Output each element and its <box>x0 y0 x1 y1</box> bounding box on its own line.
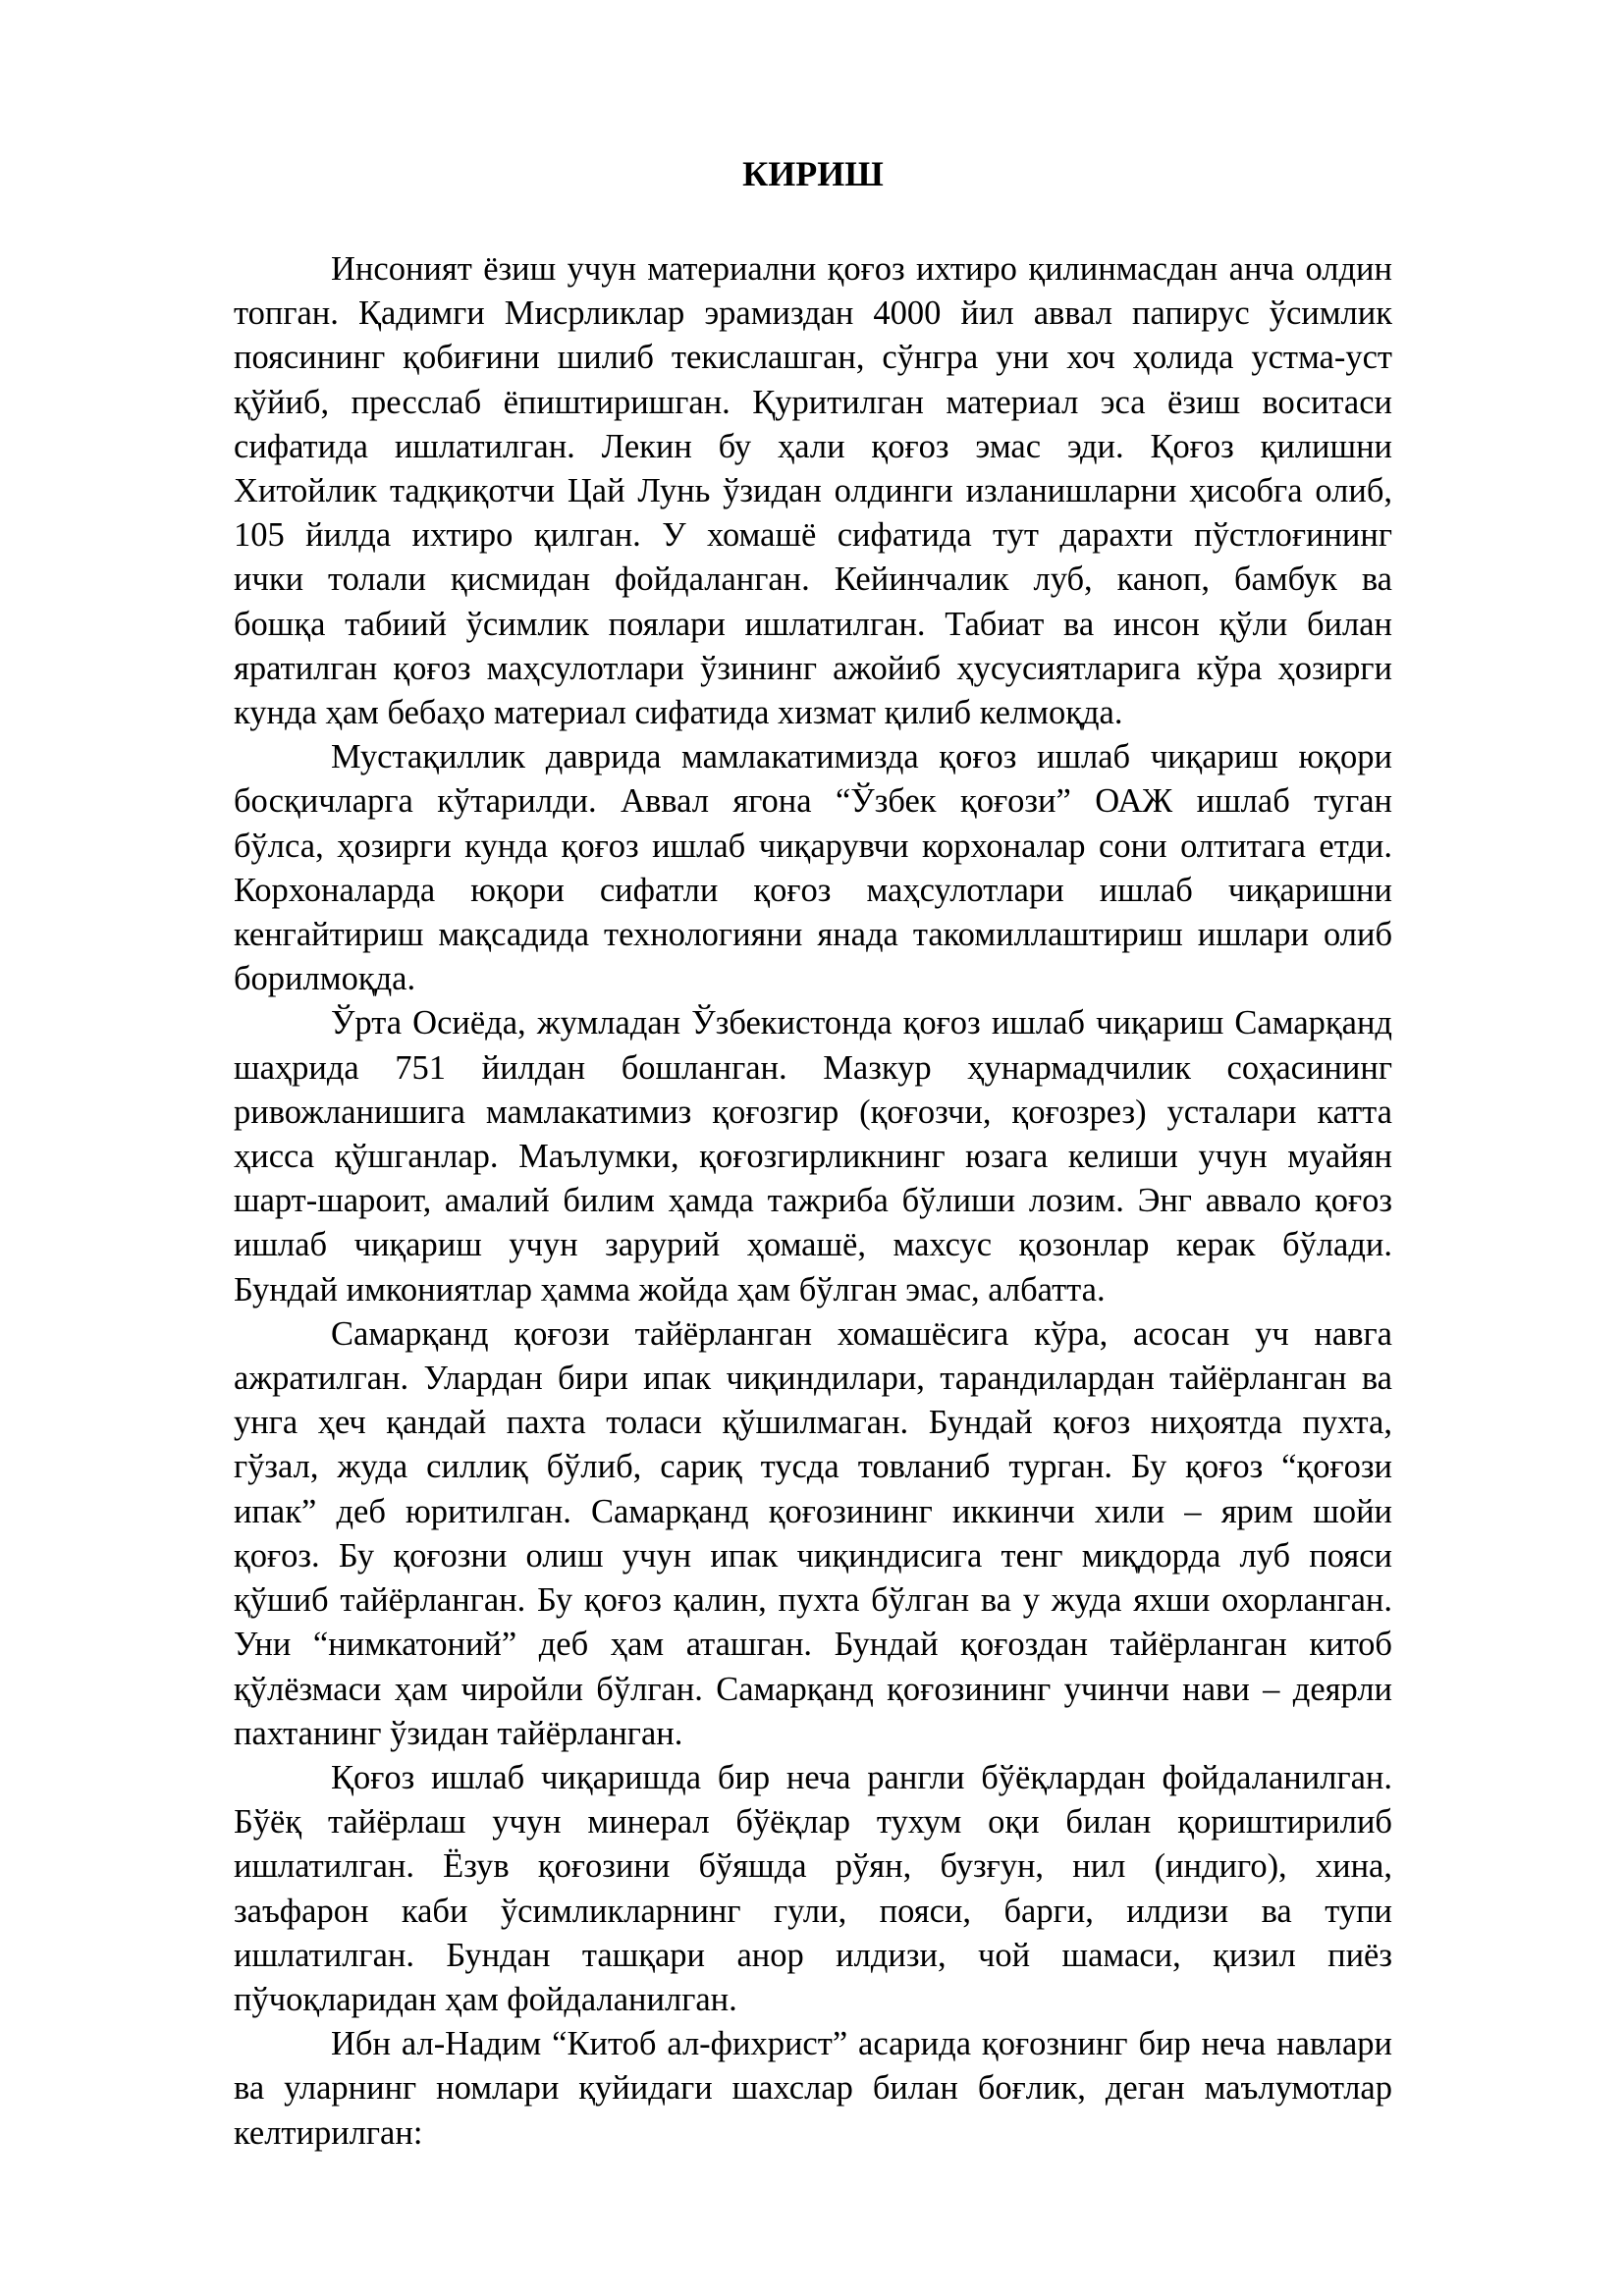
text-line: унга ҳеч қандай пахта толаси қўшилмаган. Бундай қоғоз ниҳоятда пухта, <box>234 1404 1392 1442</box>
text-line: Қоғоз ишлаб чиқаришда бир неча рангли бўёқлардан фойдаланилган. <box>331 1758 1392 1796</box>
paragraph <box>234 1756 1392 2022</box>
paragraph <box>234 1001 1392 1311</box>
text-line: Корхоналарда юқори сифатли қоғоз маҳсулотлари ишлаб чиқаришни <box>234 871 1392 909</box>
text-line: пўчоқларидан ҳам фойдаланилган. <box>234 1980 737 2018</box>
document-body <box>234 247 1392 2156</box>
text-line: ички толали қисмидан фойдаланган. Кейинчалик луб, каноп, бамбук ва <box>234 561 1392 599</box>
text-line: Бундай имкониятлар ҳамма жойда ҳам бўлган эмас, албатта. <box>234 1270 1106 1308</box>
paragraph <box>234 1312 1392 1756</box>
text-line: келтирилган: <box>234 2113 423 2152</box>
text-line: топган. Қадимги Мисрликлар эрамиздан 4000 йил аввал папирус ўсимлик <box>234 294 1392 333</box>
text-line: 105 йилда ихтиро қилган. У хомашё сифатида тут дарахти пўстлоғининг <box>234 516 1392 555</box>
text-line: Уни “нимкатоний” деб ҳам аташган. Бундай қоғоздан тайёрланган китоб <box>234 1626 1392 1664</box>
text-line: ишлатилган. Бундан ташқари анор илдизи, чой шамаси, қизил пиёз <box>234 1936 1392 1974</box>
text-line: ва уларнинг номлари қуйидаги шахслар билан боғлик, деган маълумотлар <box>234 2069 1392 2108</box>
text-line: ажратилган. Улардан бири ипак чиқиндилари, тарандилардан тайёрланган ва <box>234 1360 1392 1398</box>
document-page <box>234 152 1392 2156</box>
text-line: ишлаб чиқариш учун зарурий ҳомашё, махсус қозонлар керак бўлади. <box>234 1226 1392 1264</box>
text-line: пахтанинг ўзидан тайёрланган. <box>234 1714 683 1752</box>
text-line: сифатида ишлатилган. Лекин бу ҳали қоғоз эмас эди. Қоғоз қилишни <box>234 427 1392 465</box>
text-line: қўйиб, пресслаб ёпиштиришган. Қуритилган материал эса ёзиш воситаси <box>234 383 1392 421</box>
text-line: борилмоқда. <box>234 960 416 998</box>
text-line: ривожланишига мамлакатимиз қоғозгир (қоғозчи, қоғозрез) усталари катта <box>234 1093 1392 1131</box>
text-line: қоғоз. Бу қоғозни олиш учун ипак чиқиндисига тенг миқдорда луб пояси <box>234 1536 1392 1575</box>
text-line: Инсоният ёзиш учун материални қоғоз ихтиро қилинмасдан анча олдин <box>331 250 1392 288</box>
text-line: кенгайтириш мақсадида технологияни янада такомиллаштириш ишлари олиб <box>234 916 1392 954</box>
paragraph <box>234 2022 1392 2156</box>
text-line: бўлса, ҳозирги кунда қоғоз ишлаб чиқарувчи корхоналар сони олтитага етди. <box>234 827 1392 865</box>
text-line: яратилган қоғоз маҳсулотлари ўзининг ажойиб ҳусусиятларига кўра ҳозирги <box>234 649 1392 687</box>
paragraph <box>234 735 1392 1001</box>
text-line: Самарқанд қоғози тайёрланган хомашёсига кўра, асосан уч навга <box>331 1314 1392 1353</box>
text-line: ишлатилган. Ёзув қоғозини бўяшда рўян, бузғун, нил (индиго), хина, <box>234 1847 1392 1886</box>
text-line: Ибн ал-Надим “Китоб ал-фихрист” асарида қоғознинг бир неча навлари <box>331 2025 1392 2063</box>
text-line: ипак” деб юритилган. Самарқанд қоғозининг иккинчи хили – ярим шойи <box>234 1492 1392 1530</box>
text-line: шаҳрида 751 йилдан бошланган. Мазкур ҳунармадчилик соҳасининг <box>234 1048 1392 1087</box>
text-line: ҳисса қўшганлар. Маълумки, қоғозгирликнинг юзага келиши учун муайян <box>234 1138 1392 1176</box>
text-line: Мустақиллик даврида мамлакатимизда қоғоз ишлаб чиқариш юқори <box>331 738 1392 776</box>
text-line: поясининг қобиғини шилиб текислашган, сўнгра уни хоч ҳолида устма-уст <box>234 339 1392 377</box>
page-title: КИРИШ <box>742 154 884 193</box>
text-line: Хитойлик тадқиқотчи Цай Лунь ўзидан олдинги изланишларни ҳисобга олиб, <box>234 472 1392 510</box>
text-line: кунда ҳам бебаҳо материал сифатида хизмат қилиб келмоқда. <box>234 694 1123 732</box>
text-line: қўлёзмаси ҳам чиройли бўлган. Самарқанд қоғозининг учинчи нави – деярли <box>234 1670 1392 1708</box>
text-line: заъфарон каби ўсимликларнинг гули, пояси, барги, илдизи ва тупи <box>234 1892 1392 1930</box>
text-line: Ўрта Осиёда, жумладан Ўзбекистонда қоғоз ишлаб чиқариш Самарқанд <box>331 1004 1392 1042</box>
text-line: гўзал, жуда силлиқ бўлиб, сариқ тусда товланиб турган. Бу қоғоз “қоғози <box>234 1448 1392 1486</box>
text-line: қўшиб тайёрланган. Бу қоғоз қалин, пухта бўлган ва у жуда яхши охорланган. <box>234 1581 1392 1620</box>
text-line: бошқа табиий ўсимлик поялари ишлатилган. Табиат ва инсон қўли билан <box>234 605 1392 643</box>
text-line: шарт-шароит, амалий билим ҳамда тажриба бўлиши лозим. Энг аввало қоғоз <box>234 1182 1392 1220</box>
text-line: Бўёқ тайёрлаш учун минерал бўёқлар тухум оқи билан қориштирилиб <box>234 1803 1392 1842</box>
paragraph <box>234 247 1392 735</box>
text-line: босқичларга кўтарилди. Аввал ягона “Ўзбек қоғози” ОАЖ ишлаб туган <box>234 782 1392 821</box>
